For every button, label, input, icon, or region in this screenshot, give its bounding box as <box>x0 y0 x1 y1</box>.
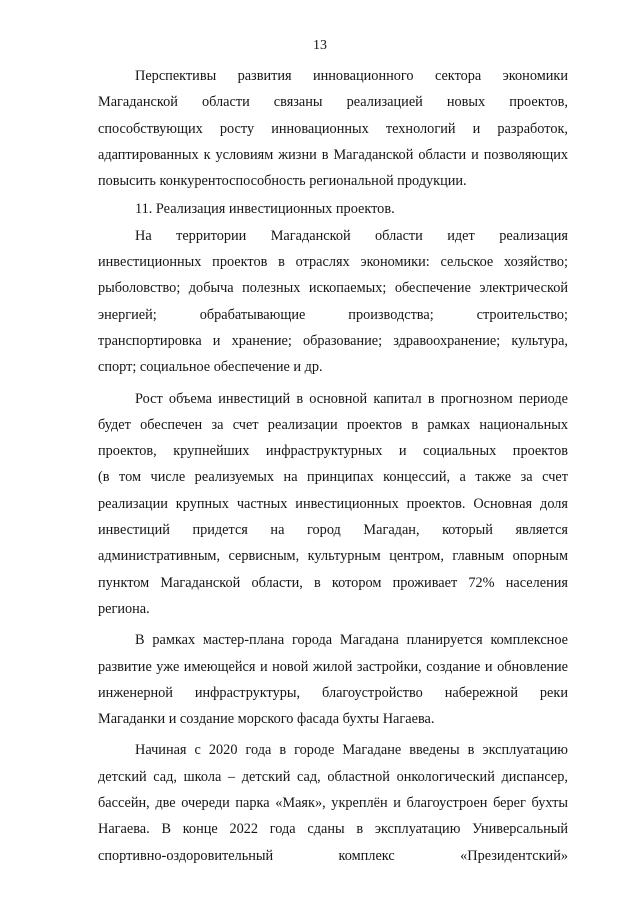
page-number: 13 <box>313 38 327 53</box>
paragraph-investment-sectors <box>98 223 568 381</box>
text-line: бассейн, две очереди парка «Маяк», укреплён и благоустроен берег бухты <box>98 795 568 812</box>
text-line: Начиная с 2020 года в городе Магадане введены в эксплуатацию <box>135 742 568 759</box>
text-line: реализации крупных частных инвестиционных проектов. Основная доля <box>98 495 568 512</box>
text-line: Нагаева. В конце 2022 года сданы в эксплуатацию Универсальный <box>98 821 568 838</box>
text-line: инженерной инфраструктуры, благоустройство набережной реки <box>98 684 568 701</box>
text-line: пунктом Магаданской области, в котором проживает 72% населения <box>98 574 568 591</box>
text-line: рыболовство; добыча полезных ископаемых; обеспечение электрической <box>98 280 568 297</box>
text-line: Рост объема инвестиций в основной капитал в прогнозном периоде <box>135 390 568 407</box>
text-line: транспортировка и хранение; образование; здравоохранение; культура, <box>98 332 568 349</box>
text-line: будет обеспечен за счет реализации проектов в рамках национальных <box>98 416 568 433</box>
text-line: энергией; обрабатывающие производства; строительство; <box>98 306 568 323</box>
document-body <box>98 63 568 869</box>
section-heading <box>98 196 568 222</box>
text-line: Магаданки и создание морского фасада бухты Нагаева. <box>98 711 435 728</box>
text-line: Магаданской области связаны реализацией новых проектов, <box>98 94 568 111</box>
text-line: административным, сервисным, культурным центром, главным опорным <box>98 548 568 565</box>
text-line: адаптированных к условиям жизни в Магаданской области и позволяющих <box>98 146 568 163</box>
text-line: детский сад, школа – детский сад, областной онкологический диспансер, <box>98 768 568 785</box>
text-line: Перспективы развития инновационного сектора экономики <box>135 68 568 84</box>
text-line: спорт; социальное обеспечение и др. <box>98 359 323 376</box>
paragraph-investment-growth <box>98 386 568 623</box>
text-line: региона. <box>98 600 150 617</box>
text-line: спортивно-оздоровительный комплекс «Президентский» <box>98 847 568 864</box>
text-line: На территории Магаданской области идет реализация <box>135 227 568 244</box>
text-line: инвестиций придется на город Магадан, который является <box>98 522 568 539</box>
text-line: способствующих росту инновационных технологий и разработок, <box>98 120 568 137</box>
paragraph-commissioned-objects <box>98 737 568 868</box>
text-line: проектов, крупнейших инфраструктурных и социальных проектов <box>98 443 568 460</box>
text-line: В рамках мастер-плана города Магадана планируется комплексное <box>135 632 568 649</box>
text-line: инвестиционных проектов в отраслях экономики: сельское хозяйство; <box>98 254 568 271</box>
text-line: (в том числе реализуемых на принципах концессий, а также за счет <box>98 469 568 486</box>
paragraph-master-plan <box>98 627 568 732</box>
paragraph-innovation-sector <box>98 63 568 194</box>
text-line: 11. Реализация инвестиционных проектов. <box>135 201 395 218</box>
text-line: повысить конкурентоспособность региональной продукции. <box>98 173 467 190</box>
text-line: развитие уже имеющейся и новой жилой застройки, создание и обновление <box>98 658 568 675</box>
